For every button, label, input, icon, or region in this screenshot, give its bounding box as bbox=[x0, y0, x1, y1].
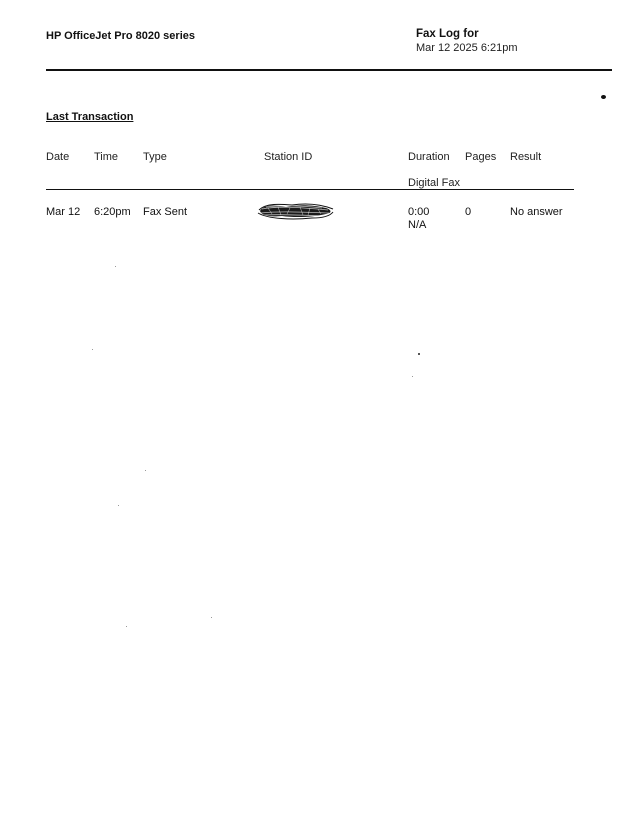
scan-speck bbox=[126, 626, 127, 627]
col-header-type: Type bbox=[143, 151, 167, 163]
cell-pages: 0 bbox=[465, 206, 472, 218]
table-divider bbox=[46, 189, 574, 190]
cell-time: 6:20pm bbox=[94, 206, 131, 218]
cell-result: No answer bbox=[510, 206, 563, 218]
col-header-result: Result bbox=[510, 151, 542, 163]
cell-duration: 0:00 bbox=[408, 206, 430, 218]
scan-speck bbox=[92, 349, 93, 350]
section-title: Last Transaction bbox=[46, 111, 134, 123]
scan-speck bbox=[418, 353, 420, 355]
scan-speck bbox=[115, 266, 116, 267]
col-header-time: Time bbox=[94, 151, 119, 163]
header-divider bbox=[46, 69, 612, 71]
log-title: Fax Log for bbox=[416, 28, 479, 40]
printer-name: HP OfficeJet Pro 8020 series bbox=[46, 30, 195, 42]
cell-date: Mar 12 bbox=[46, 206, 81, 218]
scan-speck bbox=[211, 617, 212, 618]
margin-dot bbox=[601, 95, 606, 99]
table-subheader: Digital Fax bbox=[408, 177, 460, 189]
scan-speck bbox=[118, 505, 119, 506]
col-header-pages: Pages bbox=[465, 151, 497, 163]
scan-speck bbox=[412, 376, 413, 377]
redacted-station-id-scribble bbox=[256, 202, 334, 220]
cell-duration-sub: N/A bbox=[408, 219, 427, 231]
log-datetime: Mar 12 2025 6:21pm bbox=[416, 42, 518, 54]
col-header-date: Date bbox=[46, 151, 70, 163]
col-header-station-id: Station ID bbox=[264, 151, 313, 163]
col-header-duration: Duration bbox=[408, 151, 450, 163]
scan-speck bbox=[145, 470, 146, 471]
cell-type: Fax Sent bbox=[143, 206, 188, 218]
